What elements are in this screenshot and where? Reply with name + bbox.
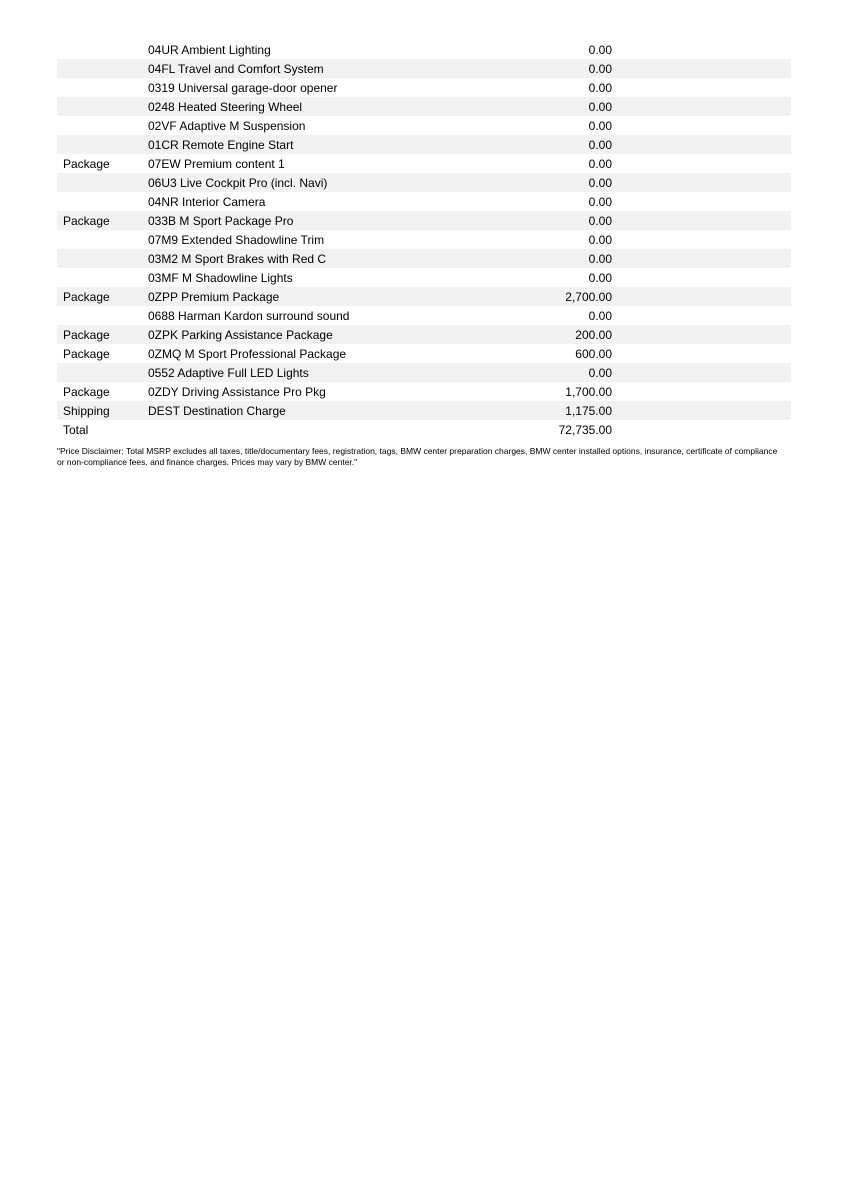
table-row [57, 401, 791, 420]
row-item: DEST Destination Charge [148, 403, 286, 418]
row-price: 0.00 [588, 99, 612, 114]
row-price: 0.00 [588, 308, 612, 323]
table-row [57, 230, 791, 249]
row-item: 0319 Universal garage-door opener [148, 80, 338, 95]
row-price: 0.00 [588, 80, 612, 95]
row-category: Package [63, 384, 110, 399]
table-row [57, 97, 791, 116]
row-item: 06U3 Live Cockpit Pro (incl. Navi) [148, 175, 328, 190]
table-row [57, 306, 791, 325]
row-item: 0ZPK Parking Assistance Package [148, 327, 333, 342]
row-item: 033B M Sport Package Pro [148, 213, 294, 228]
row-price: 0.00 [588, 232, 612, 247]
table-row [57, 59, 791, 78]
row-item: 04FL Travel and Comfort System [148, 61, 324, 76]
row-category: Total [63, 422, 89, 437]
row-category: Package [63, 346, 110, 361]
table-row [57, 268, 791, 287]
row-item: 0ZPP Premium Package [148, 289, 280, 304]
table-row [57, 116, 791, 135]
row-price: 0.00 [588, 194, 612, 209]
table-row [57, 287, 791, 306]
row-category: Package [63, 289, 110, 304]
table-row [57, 382, 791, 401]
row-category: Package [63, 156, 110, 171]
row-item: 07M9 Extended Shadowline Trim [148, 232, 325, 247]
table-row [57, 420, 791, 439]
row-price: 1,175.00 [565, 403, 612, 418]
row-price: 0.00 [588, 251, 612, 266]
row-category: Shipping [63, 403, 110, 418]
table-row [57, 40, 791, 59]
table-row [57, 173, 791, 192]
row-price: 200.00 [575, 327, 612, 342]
row-price: 0.00 [588, 365, 612, 380]
row-price: 0.00 [588, 118, 612, 133]
row-price: 0.00 [588, 270, 612, 285]
row-price: 0.00 [588, 175, 612, 190]
table-row [57, 154, 791, 173]
row-item: 04NR Interior Camera [148, 194, 266, 209]
table-row [57, 78, 791, 97]
row-category: Package [63, 213, 110, 228]
row-price: 0.00 [588, 61, 612, 76]
options-table [57, 40, 791, 439]
table-row [57, 249, 791, 268]
row-item: 0ZDY Driving Assistance Pro Pkg [148, 384, 326, 399]
row-price: 2,700.00 [565, 289, 612, 304]
row-item: 03M2 M Sport Brakes with Red C [148, 251, 327, 266]
row-item: 0ZMQ M Sport Professional Package [148, 346, 347, 361]
row-price: 0.00 [588, 42, 612, 57]
row-item: 0688 Harman Kardon surround sound [148, 308, 350, 323]
row-item: 0552 Adaptive Full LED Lights [148, 365, 309, 380]
table-row [57, 344, 791, 363]
row-price: 0.00 [588, 137, 612, 152]
row-item: 02VF Adaptive M Suspension [148, 118, 306, 133]
row-item: 07EW Premium content 1 [148, 156, 285, 171]
row-price: 0.00 [588, 213, 612, 228]
row-item: 01CR Remote Engine Start [148, 137, 294, 152]
table-row [57, 135, 791, 154]
row-price: 600.00 [575, 346, 612, 361]
row-category: Package [63, 327, 110, 342]
row-item: 04UR Ambient Lighting [148, 42, 271, 57]
row-price: 72,735.00 [558, 422, 612, 437]
table-row [57, 325, 791, 344]
row-price: 0.00 [588, 156, 612, 171]
row-item: 0248 Heated Steering Wheel [148, 99, 303, 114]
row-item: 03MF M Shadowline Lights [148, 270, 293, 285]
table-row [57, 363, 791, 382]
table-row [57, 192, 791, 211]
row-price: 1,700.00 [565, 384, 612, 399]
table-row [57, 211, 791, 230]
price-disclaimer: "Price Disclaimer: Total MSRP excludes all taxes, title/documentary fees, registration, tags, BMW center preparation charges, BMW center installed options, insurance, certificate of compliance or non-compliance fees, and finance charges. Prices may vary by BMW center." [57, 446, 778, 468]
